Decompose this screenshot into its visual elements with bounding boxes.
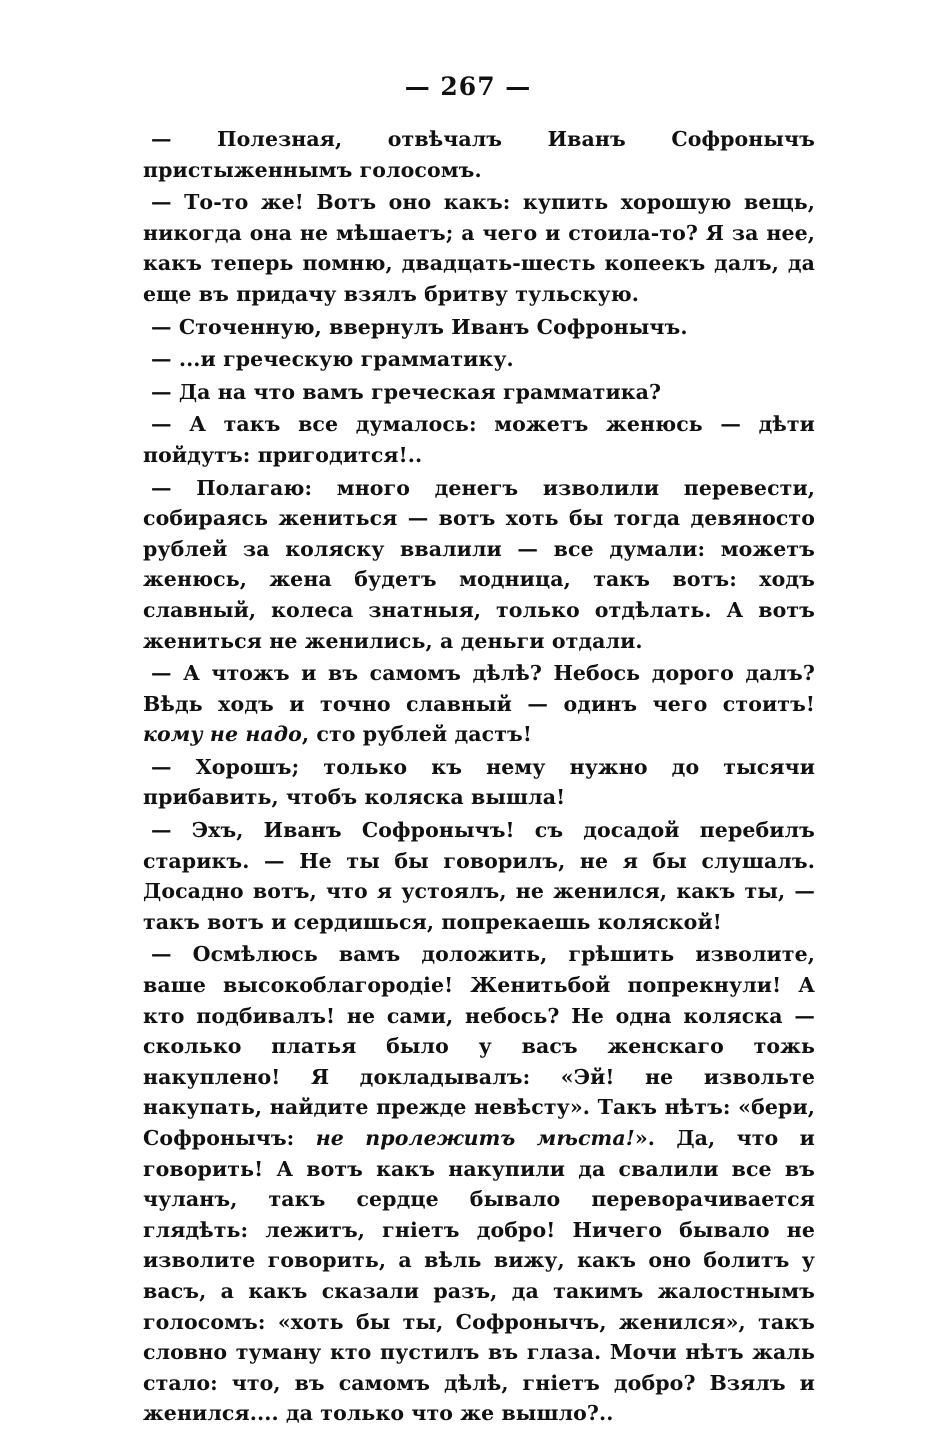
page-number: — 267 — xyxy=(404,72,532,101)
paragraph-11 xyxy=(143,939,815,1429)
paragraph-11-text-end: ». Да, что и говорить! А вотъ какъ накупили да свалили все въ чуланъ, такъ сердце бывало переворачивается глядѣть: лежитъ, гніетъ добро! Ничего бывало не изволите говорить, а вѣль вижу, какъ оно болитъ у васъ, а какъ сказали разъ, да такимъ жалостнымъ голосомъ: «хоть бы ты, Софронычъ, женился», такъ словно туману кто пустилъ въ глаза. Мочи нѣтъ жаль стало: что, въ самомъ дѣлѣ, гніетъ добро? Взялъ и женился.... да только что же вышло?.. xyxy=(143,1126,815,1426)
paragraph-3: — Сточенную, ввернулъ Иванъ Софронычъ. xyxy=(151,314,688,339)
paragraph-8 xyxy=(143,658,815,750)
paragraph-6: — А такъ все думалось: можетъ женюсь — дѣти пойдутъ: пригодится!.. xyxy=(143,412,815,467)
paragraph-1: — Полезная, отвѣчалъ Иванъ Софронычъ пристыженнымъ голосомъ. xyxy=(143,127,815,182)
paragraph-8-text-end: , сто рублей дастъ! xyxy=(301,722,532,747)
paragraph-5: — Да на что вамъ греческая грамматика? xyxy=(151,379,662,404)
paragraph-4: — ...и греческую грамматику. xyxy=(151,347,514,372)
paragraph-9: — Хорошъ; только къ нему нужно до тысячи прибавить, чтобъ коляска вышла! xyxy=(143,754,815,810)
paragraph-7: — Полагаю: много денегъ изволили перевести, собираясь жениться — вотъ хоть бы тогда девяносто рублей за коляску ввалили — все думали: можетъ женюсь, жена будетъ модница, такъ вотъ: ходъ славный, колеса знатныя, только отдѣлать. А вотъ жениться не женились, а деньги отдали. xyxy=(143,475,815,653)
paragraph-10: — Эхъ, Иванъ Софронычъ! съ досадой перебилъ старикъ. — Не ты бы говорилъ, не я бы слушалъ. Досадно вотъ, что я устоялъ, не женился, какъ ты, — такъ вотъ и сердишься, попрекаешь коляской! xyxy=(143,818,815,934)
paragraph-2: — То-то же! Вотъ оно какъ: купить хорошую вещь, никогда она не мѣшаетъ; а чего и стоила-то? Я за нее, какъ теперь помню, двадцать-шесть копеекъ далъ, да еще въ придачу взялъ бритву тульскую. xyxy=(143,190,815,306)
paragraph-11-italic-phrase: не пролежитъ мѣста! xyxy=(315,1126,635,1150)
paragraph-11-text-start: — Осмѣлюсь вамъ доложить, грѣшить изволите, ваше высокоблагородіе! Женитьбой попрекнули! А кто подбивалъ! не сами, небось? Не одна коляска — сколько платья было у васъ женскаго тожь накуплено! Я докладывалъ: «Эй! не извольте накупать, найдите прежде невѣсту». Такъ нѣтъ: «бери, Софронычъ: xyxy=(143,942,815,1150)
paragraph-8-text-start: — А чтожъ и въ самомъ дѣлѣ? Небось дорого далъ? Вѣдь ходъ и точно славный — одинъ чего стоитъ! xyxy=(143,661,815,716)
body-text xyxy=(143,124,815,1431)
paragraph-8-italic-phrase: кому не надо xyxy=(143,722,302,747)
